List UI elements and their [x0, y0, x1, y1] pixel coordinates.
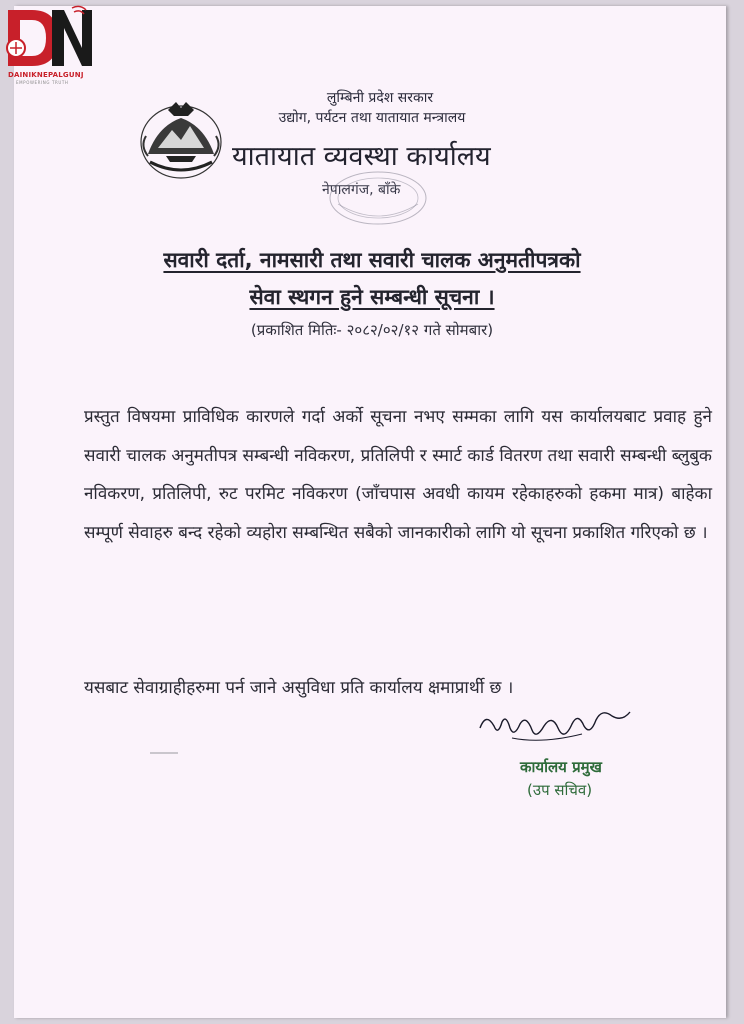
- watermark-icon: [2, 4, 100, 74]
- notice-body: प्रस्तुत विषयमा प्राविधिक कारणले गर्दा अर्को सूचना नभए सम्मका लागि यस कार्यालयबाट प्रवाह हुने सवारी चालक अनुमतीपत्र सम्बन्धी नविकरण, प्रतिलिपी र स्मार्ट कार्ड वितरण तथा सवारी सम्बन्धी ब्लुबुक नविकरण, प्रतिलिपी, रुट परमिट नविकरण (जाँचपास अवधी कायम रहेकाहरुको हकमा मात्र) बाहेका सम्पूर्ण सेवाहरु बन्द रहेको व्यहोरा सम्बन्धित सबैको जानकारीको लागि यो सूचना प्रकाशित गरिएको छ ।: [84, 407, 712, 543]
- watermark-brand: DAINIKNEPALGUNJ: [8, 71, 84, 79]
- notice-title-line2: सेवा स्थगन हुने सम्बन्धी सूचना ।: [249, 285, 495, 309]
- signature-icon: [472, 698, 642, 758]
- office-stamp-icon: [318, 168, 438, 234]
- scan-mark: [150, 752, 178, 754]
- watermark-tagline: EMPOWERING TRUTH: [16, 80, 69, 85]
- publication-date: (प्रकाशित मितिः- २०८२/०२/१२ गते सोमबार): [250, 321, 494, 339]
- ministry-name: उद्योग, पर्यटन तथा यातायात मन्त्रालय: [278, 110, 466, 126]
- watermark-logo: [2, 4, 100, 84]
- office-name: यातायात व्यवस्था कार्यालय: [232, 141, 491, 172]
- signatory-role: कार्यालय प्रमुख: [520, 758, 602, 776]
- notice-apology: यसबाट सेवाग्राहीहरुमा पर्न जाने असुविधा प्रति कार्यालय क्षमाप्रार्थी छ ।: [84, 678, 514, 698]
- signatory-rank: (उप सचिव): [527, 781, 593, 799]
- government-name: लुम्बिनी प्रदेश सरकार: [326, 90, 434, 106]
- notice-title-line1: सवारी दर्ता, नामसारी तथा सवारी चालक अनुमतीपत्रको: [163, 248, 581, 272]
- office-location: नेपालगंज, बाँके: [322, 182, 401, 198]
